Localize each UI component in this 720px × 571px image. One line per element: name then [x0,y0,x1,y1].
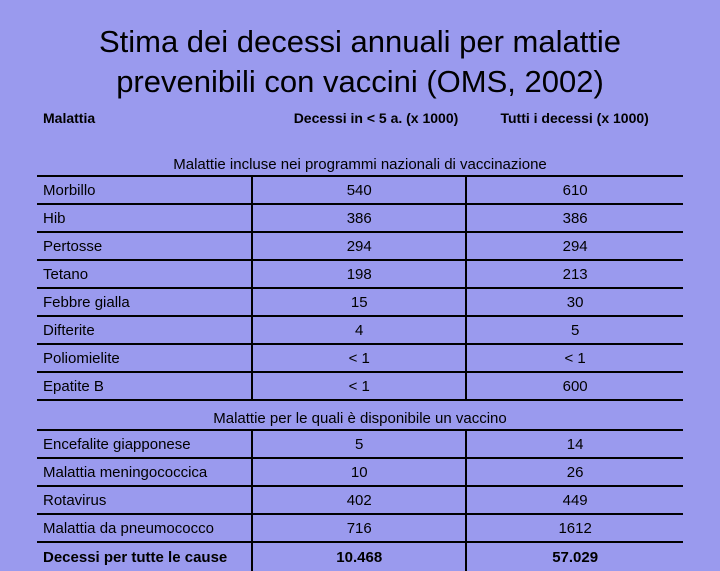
table-row [37,288,683,316]
all-cell: 1612 [466,514,683,542]
table-row [37,372,683,400]
all-cell: 610 [466,176,683,204]
header-under5: Decessi in < 5 a. (x 1000) [293,110,459,126]
all-cell: 14 [466,430,683,458]
page-title [0,22,720,102]
table-row [37,458,683,486]
section-label: Malattie incluse nei programmi nazionali di vaccinazione [173,156,547,173]
disease-cell: Tetano [37,260,252,288]
under5-cell: 4 [252,316,466,344]
mortality-table [37,102,683,571]
total-row [37,542,683,571]
disease-cell: Encefalite giapponese [37,430,252,458]
disease-cell: Epatite B [37,372,252,400]
all-cell: 213 [466,260,683,288]
table-row [37,316,683,344]
disease-cell: Difterite [37,316,252,344]
total-under5: 10.468 [252,542,466,571]
under5-cell: 10 [252,458,466,486]
all-cell: 26 [466,458,683,486]
all-cell: < 1 [466,344,683,372]
all-cell: 386 [466,204,683,232]
total-label: Decessi per tutte le cause [37,542,252,571]
under5-cell: 15 [252,288,466,316]
under5-cell: 540 [252,176,466,204]
section-row [37,147,683,176]
disease-cell: Hib [37,204,252,232]
under5-cell: 402 [252,486,466,514]
title-line-2: prevenibili con vaccini (OMS, 2002) [116,64,604,99]
under5-cell: 716 [252,514,466,542]
under5-cell: < 1 [252,372,466,400]
disease-cell: Malattia meningococcica [37,458,252,486]
all-cell: 5 [466,316,683,344]
disease-cell: Morbillo [37,176,252,204]
table-row [37,486,683,514]
table-row [37,232,683,260]
table-row [37,344,683,372]
table-row [37,514,683,542]
all-cell: 600 [466,372,683,400]
disease-cell: Febbre gialla [37,288,252,316]
disease-cell: Poliomielite [37,344,252,372]
table-row [37,204,683,232]
under5-cell: 294 [252,232,466,260]
disease-cell: Pertosse [37,232,252,260]
under5-cell: 5 [252,430,466,458]
section-row [37,400,683,430]
under5-cell: 386 [252,204,466,232]
all-cell: 30 [466,288,683,316]
total-all: 57.029 [466,542,683,571]
under5-cell: < 1 [252,344,466,372]
table-row [37,176,683,204]
disease-cell: Malattia da pneumococco [37,514,252,542]
title-line-1: Stima dei decessi annuali per malattie [98,24,622,59]
disease-cell: Rotavirus [37,486,252,514]
section-label: Malattie per le quali è disponibile un vaccino [213,410,507,427]
under5-cell: 198 [252,260,466,288]
header-disease: Malattia [43,110,96,126]
header-all: Tutti i decessi (x 1000) [500,110,649,126]
table-header-row [37,102,683,147]
all-cell: 294 [466,232,683,260]
table-row [37,430,683,458]
table-row [37,260,683,288]
all-cell: 449 [466,486,683,514]
